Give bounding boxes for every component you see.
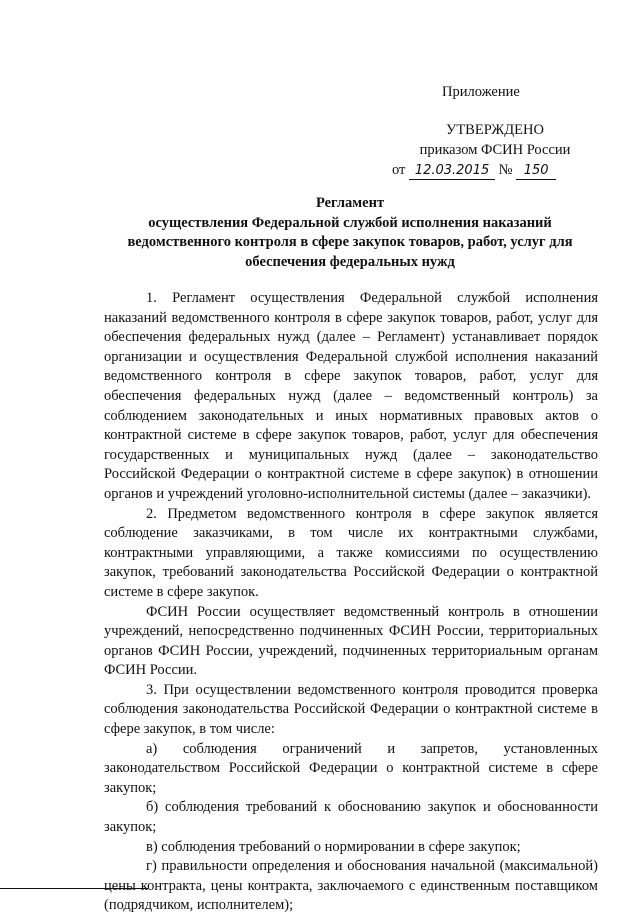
from-label: от — [392, 162, 406, 178]
title-subheading: осуществления Федеральной службой исполнения наказаний ведомственного контроля в сфере закупок товаров, работ, услуг для обеспечения федеральных нужд — [127, 214, 573, 270]
document-body — [104, 289, 598, 916]
order-date-number-line — [392, 160, 590, 180]
approval-stamp — [392, 82, 590, 180]
number-label: № — [498, 162, 513, 178]
paragraph: 2. Предметом ведомственного контроля в сфере закупок является соблюдение заказчиками, в том числе их контрактными службами, контрактными управляющими, а также комиссиями по осуществлению закупок, требований законодательства Российской Федерации о контрактной системе в сфере закупок. — [104, 505, 598, 600]
appendix-label: Приложение — [442, 84, 520, 100]
approved-label: УТВЕРЖДЕНО — [446, 122, 544, 138]
paragraph: а) соблюдения ограничений и запретов, установленных законодательством Российской Федерации о контрактной системе в сфере закупок; — [104, 740, 598, 796]
order-label: приказом ФСИН России — [419, 142, 571, 158]
paragraph: в) соблюдения требований о нормировании в сфере закупок; — [146, 838, 521, 855]
title-heading: Регламент — [315, 195, 385, 211]
paragraph: б) соблюдения требований к обоснованию закупок и обоснованности закупок; — [104, 799, 598, 836]
document-title — [100, 194, 600, 272]
handwritten-date: 12.03.2015 — [409, 163, 495, 180]
paragraph: г) правильности определения и обоснования начальной (максимальной) цены контракта, цены контракта, заключаемого с единственным поставщиком (подрядчиком, исполнителем); — [104, 858, 598, 914]
handwritten-number: 150 — [516, 163, 556, 180]
paragraph: ФСИН России осуществляет ведомственный контроль в отношении учреждений, непосредственно подчиненных ФСИН России, территориальных органов ФСИН России, учреждений, подчиненных территориальным органам ФСИН России. — [104, 603, 598, 679]
paragraph: 3. При осуществлении ведомственного контроля проводится проверка соблюдения законодательства Российской Федерации о контрактной системе в сфере закупок, в том числе: — [104, 681, 598, 738]
footnote-divider — [0, 888, 148, 889]
paragraph: 1. Регламент осуществления Федеральной службой исполнения наказаний ведомственного контроля в сфере закупок товаров, работ, услуг для обеспечения федеральных нужд (далее – Регламент) устанавливает порядок организации и осуществления Федеральной службой исполнения наказаний ведомственного контроля в сфере закупок товаров, работ, услуг для обеспечения федеральных нужд (далее – ведомственный контроль) за соблюдением законодательных и иных нормативных правовых актов о контрактной системе в сфере закупок товаров, работ, услуг для обеспечения государственных и муниципальных нужд (далее – законодательство Российской Федерации о контрактной системе в сфере закупок) в отношении органов и учреждений уголовно-исполнительной системы (далее – заказчики). — [104, 290, 598, 502]
